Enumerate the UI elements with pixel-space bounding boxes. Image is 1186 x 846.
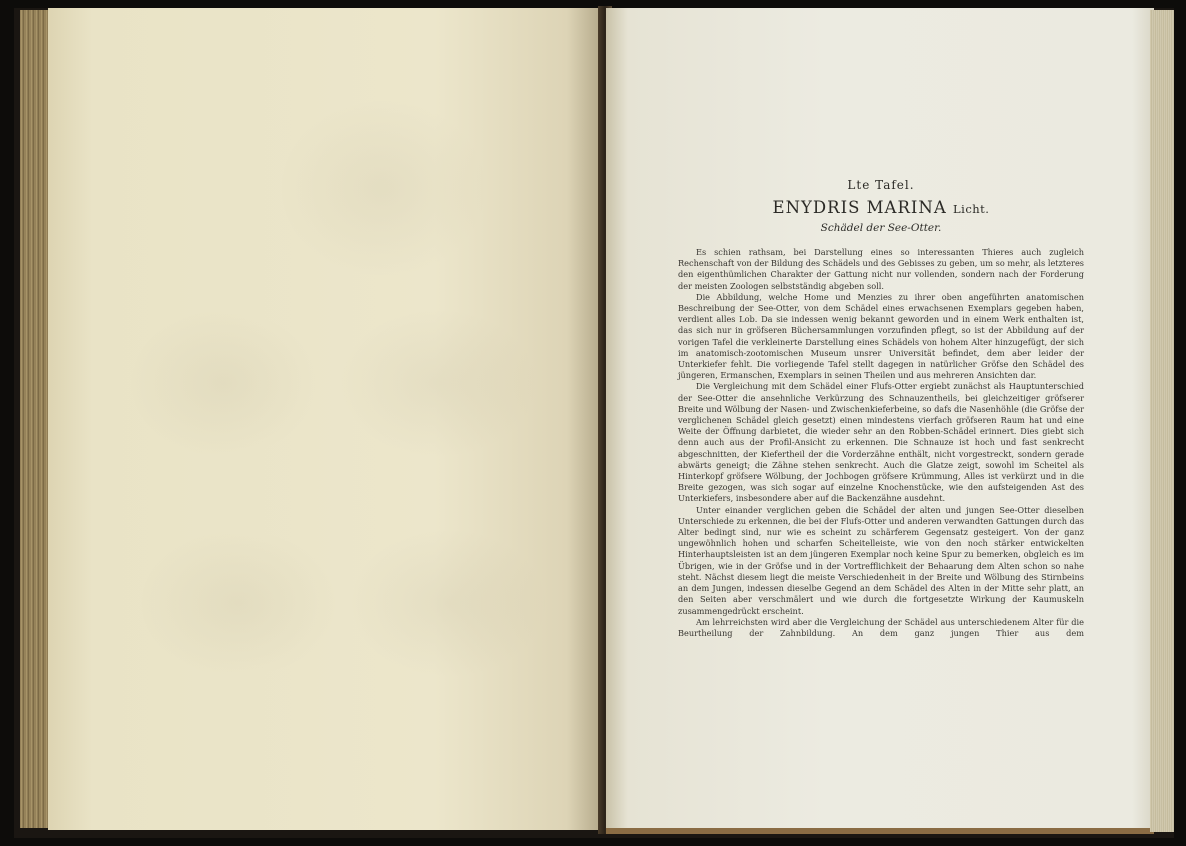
- species-author: Licht.: [953, 202, 990, 216]
- text-block: [678, 178, 1084, 639]
- paragraph: Am lehrreichsten wird aber die Vergleichung der Schädel aus unterschiedenem Alter für die Beurtheilung der Zahnbildung. An dem ganz jungen Thier aus dem: [678, 616, 1084, 638]
- plate-title: Lte Tafel.: [847, 178, 915, 192]
- paragraph: Es schien rathsam, bei Darstellung eines so interessanten Thieres auch zugleich Rechenschaft von der Bildung des Schädels und des Gebisses zu geben, um so mehr, als letzteres den eigenthümlichen Charakter der Gattung nicht nur vollenden, sondern nach der Forderung der meisten Zoologen selbstständig abgeben soll.: [678, 247, 1084, 291]
- show-through-shape: [138, 528, 338, 678]
- plate-subtitle: Schädel der See-Otter.: [820, 222, 942, 234]
- show-through-shape: [128, 308, 318, 458]
- right-page-edges: [1150, 10, 1174, 832]
- paragraph: Die Abbildung, welche Home und Menzies zu ihrer oben angeführten anatomischen Beschreibung der See-Otter, von dem Schädel eines erwachsenen Exemplars gegeben haben, verdient alles Lob. Da sie indessen wenig bekannt geworden und in einem Werk enthalten ist, das sich nur in gröfseren Büchersammlungen vorzufinden pflegt, so ist der Abbildung auf der vorigen Tafel die verkleinerte Darstellung eines Schädels von hohem Alter hinzugefügt, der sich im anatomisch-zootomischen Museum unsrer Universität befindet, dem aber leider der Unterkiefer fehlt. Die vorliegende Tafel stellt dagegen in natürlicher Gröfse den Schädel des jüngeren, Ermanschen, Exemplars in seinen Theilen und aus mehreren Ansichten dar.: [678, 291, 1084, 381]
- show-through-shape: [348, 528, 548, 678]
- left-page-blank: [48, 8, 600, 830]
- show-through-shape: [338, 308, 538, 458]
- left-page-edges: [20, 10, 50, 828]
- paragraph: Unter einander verglichen geben die Schädel der alten und jungen See-Otter dieselben Unterschiede zu erkennen, die bei der Flufs-Otter und anderen verwandten Gattungen durch das Alter bedingt sind, nur wie es scheint zu schärferem Gegensatz gesteigert. Von der ganz ungewöhnlich hohen und scharfen Scheitelleiste, wie von den noch stärker entwickelten Hinterhauptsleisten ist an dem jüngeren Exemplar noch keine Spur zu bemerken, obgleich es im Übrigen, wie in der Gröfse und in der Vortrefflichkeit der Behaarung dem Alten schon so nahe steht. Nächst diesem liegt die meiste Verschiedenheit in der Breite und Wölbung des Stirnbeins an dem Jungen, indessen dieselbe Gegend an dem Schädel des Alten in der Mitte sehr platt, an den Seiten aber verschmälert und wie durch die fortgesetzte Wirkung der Kaumuskeln zusammengedrückt erscheint.: [678, 504, 1084, 616]
- right-page: [606, 8, 1154, 834]
- species-name: ENYDRIS MARINA: [772, 198, 947, 217]
- species-title: [678, 198, 1084, 217]
- paragraph: Die Vergleichung mit dem Schädel einer Flufs-Otter ergiebt zunächst als Hauptunterschied der See-Otter die ansehnliche Verkürzung des Schnauzentheils, bei gleichzeitiger gröfserer Breite und Wölbung der Nasen- und Zwischenkieferbeine, so dafs die Nasenhöhle (die Gröfse der verglichenen Schädel gleich gesetzt) einen mindestens vierfach gröfseren Raum hat und eine Weite der Öffnung darbietet, die wieder sehr an den Robben-Schädel erinnert. Dies giebt sich denn auch aus der Profil-Ansicht zu erkennen. Die Schnauze ist hoch und fast senkrecht abgeschnitten, der Kiefertheil der die Vorderzähne enthält, nicht vorgestreckt, sondern gerade abwärts geneigt; die Zähne stehen senkrecht. Auch die Glatze zeigt, sowohl im Scheitel als Hinterkopf gröfsere Wölbung, der Jochbogen gröfsere Krümmung, Alles ist verkürzt und in die Breite gezogen, was sich sogar auf einzelne Knochenstücke, wie den aufsteigenden Ast des Unterkiefers, insbesondere aber auf die Backenzähne ausdehnt.: [678, 381, 1084, 504]
- show-through-shape: [278, 98, 488, 278]
